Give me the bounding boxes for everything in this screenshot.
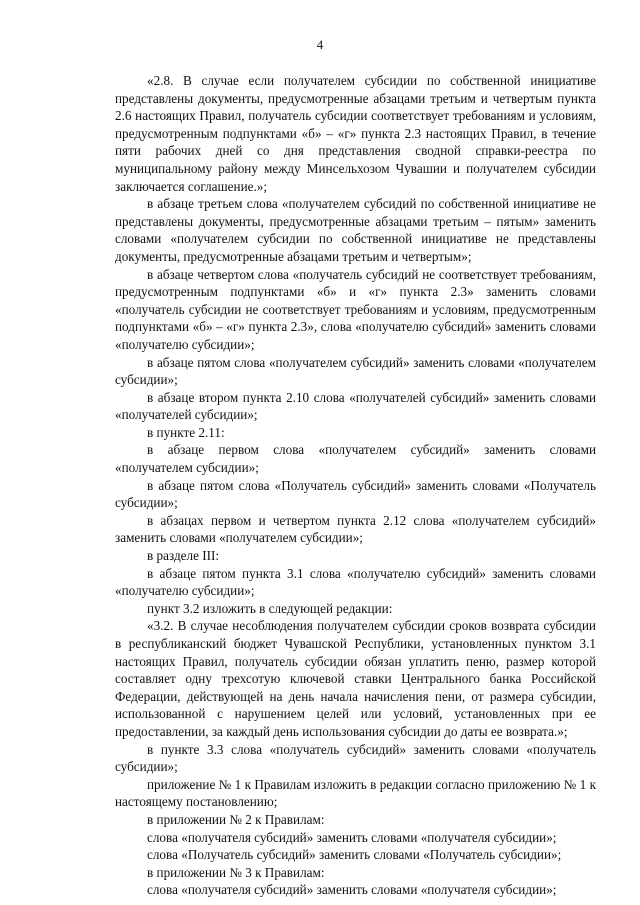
paragraph-14: в пункте 3.3 слова «получатель субсидий» заменить словами «получатель субсидии»; bbox=[115, 741, 596, 775]
paragraph-20: слова «получателя субсидий» заменить словами «получателя субсидии»; bbox=[147, 882, 557, 898]
paragraph-4: в абзаце пятом слова «получателем субсидий» заменить словами «получателем субсидии»; bbox=[115, 354, 596, 388]
paragraph-5: в абзаце втором пункта 2.10 слова «получателей субсидий» заменить словами «получателей субсидии»; bbox=[115, 389, 596, 423]
paragraph-6: в пункте 2.11: bbox=[147, 424, 225, 440]
paragraph-17: слова «получателя субсидий» заменить словами «получателя субсидии»; bbox=[147, 829, 557, 845]
paragraph-19: в приложении № 3 к Правилам: bbox=[147, 864, 325, 880]
paragraph-16: в приложении № 2 к Правилам: bbox=[147, 811, 325, 827]
paragraph-2: в абзаце третьем слова «получателем субсидий по собственной инициативе не представлены документы, предусмотренные абзацами третьим – пятым» заменить словами «получателем субсидии по собственной инициативе не представлены документы, предусмотренные абзацами третьим и четвертым»; bbox=[115, 196, 596, 264]
paragraph-18: слова «Получатель субсидий» заменить словами «Получатель субсидии»; bbox=[147, 847, 562, 863]
document-body bbox=[115, 72, 596, 899]
paragraph-11: в абзаце пятом пункта 3.1 слова «получателю субсидий» заменить словами «получателю субсидии»; bbox=[115, 565, 596, 599]
paragraph-13: «3.2. В случае несоблюдения получателем субсидии сроков возврата субсидии в республиканский бюджет Чувашской Республики, установленных пунктом 3.1 настоящих Правил, получатель субсидии обязан уплатить пеню, размер которой составляет одну трехсотую ключевой ставки Центрального банка Российской Федерации, действующей на день начала начисления пени, от размера субсидии, использованной с нарушением целей или условий, установленных при ее предоставлении, за каждый день использования субсидии до даты ее возврата.»; bbox=[115, 618, 596, 739]
paragraph-15: приложение № 1 к Правилам изложить в редакции согласно приложению № 1 к настоящему постановлению; bbox=[115, 776, 596, 810]
paragraph-8: в абзаце пятом слова «Получатель субсидий» заменить словами «Получатель субсидии»; bbox=[115, 477, 596, 511]
paragraph-1: «2.8. В случае если получателем субсидии по собственной инициативе представлены документы, предусмотренные абзацами третьим и четвертым пункта 2.6 настоящих Правил, получатель субсидии соответствует требованиям и условиям, предусмотренным подпунктами «б» – «г» пункта 2.3 настоящих Правил, в течение пяти рабочих дней со дня представления сводной справки-реестра по муниципальному району между Минсельхозом Чувашии и получателем субсидии заключается соглашение.»; bbox=[115, 73, 596, 194]
paragraph-3: в абзаце четвертом слова «получатель субсидий не соответствует требованиям, предусмотренным подпунктами «б» и «г» пункта 2.3» заменить словами «получатель субсидии не соответствует требованиям и условиям, предусмотренным подпунктами «б» – «г» пункта 2.3», слова «получателю субсидий» заменить словами «получателю субсидии»; bbox=[115, 266, 596, 352]
page-number: 4 bbox=[316, 37, 324, 52]
paragraph-7: в абзаце первом слова «получателем субсидий» заменить словами «получателем субсидии»; bbox=[115, 442, 596, 476]
paragraph-10: в разделе III: bbox=[147, 548, 220, 564]
paragraph-12: пункт 3.2 изложить в следующей редакции: bbox=[147, 600, 393, 616]
paragraph-9: в абзацах первом и четвертом пункта 2.12 слова «получателем субсидий» заменить словами «получателем субсидии»; bbox=[115, 512, 596, 546]
